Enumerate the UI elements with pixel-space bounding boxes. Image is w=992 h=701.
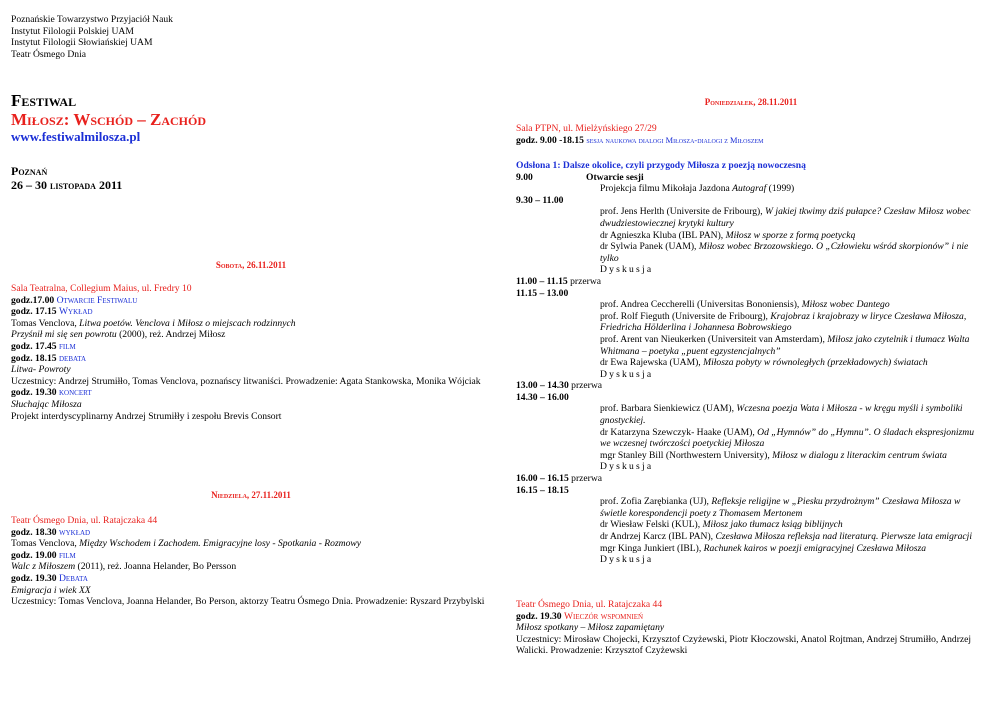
saturday-program [11, 283, 491, 422]
program-line: godz. 18.15 debata [11, 352, 87, 364]
venue: Teatr Ósmego Dnia, ul. Ratajczaka 44 [516, 599, 663, 610]
talk: prof. Rolf Fieguth (Universite de Fribourg), Krajobraz i krajobrazy w liryce Czesława Miłosza, Friedricha Hölderlina i Johannesa Bobrowskiego [600, 310, 967, 334]
break-row: 16.00 – 16.15 przerwa [516, 473, 603, 485]
venue: Teatr Ósmego Dnia, ul. Ratajczaka 44 [11, 515, 158, 526]
venue: Sala PTPN, ul. Mielżyńskiego 27/29 [516, 123, 657, 134]
break-row: 13.00 – 14.30 przerwa [516, 380, 603, 392]
session-line: godz. 9.00 -18.15 sesja naukowa dialogi Miłosza-dialogi z Miłoszem [516, 134, 764, 146]
sunday-program [11, 515, 491, 608]
talk: dr Wiesław Felski (KUL), Miłosz jako tłumacz ksiąg biblijnych [600, 519, 843, 531]
time-slot: 11.15 – 13.00 [516, 287, 569, 299]
program-text: Uczestnicy: Tomas Venclova, Joanna Helander, Bo Person, aktorzy Teatru Ósmego Dnia. Prowadzenie: Ryszard Przybylski [11, 596, 485, 608]
program-title: Emigracja i wiek XX [11, 584, 91, 596]
talk: dr Andrzej Karcz (IBL PAN), Czesława Miłosza refleksja nad literaturą. Pierwsze lata emigracji [600, 531, 972, 542]
program-row: 9.00 Otwarcie sesji [516, 171, 644, 183]
program-line: Tomas Venclova, Między Wschodem i Zachodem. Emigracyjne losy - Spotkania - Rozmowy [11, 538, 362, 550]
talk: dr Agnieszka Kluba (IBL PAN), Miłosz w sporze z formą poetycką [600, 229, 856, 241]
monday-evening [516, 599, 986, 657]
program-title: Litwa- Powroty [11, 364, 71, 376]
city: Poznań [11, 164, 48, 178]
program-line: godz. 19.30 Wieczór wspomnień [516, 610, 644, 622]
discussion: Dyskusja [600, 264, 654, 276]
program-line: godz. 19.30 koncert [11, 387, 92, 399]
program-line: Przyśnił mi się sen powrotu (2000), reż. Andrzej Miłosz [11, 329, 226, 341]
program-text: Uczestnicy: Mirosław Chojecki, Krzysztof Czyżewski, Piotr Kłoczowski, Anatol Rojtman, Andrzej Strumiłło, Andrzej Walicki. Prowadzenie: Krzysztof Czyżewski [516, 633, 972, 657]
talk: dr Sylwia Panek (UAM), Miłosz wobec Brzozowskiego. O „Człowieku wśród skorpionów” i nie tylko [600, 241, 969, 264]
talk: prof. Andrea Ceccherelli (Universitas Bononiensis), Miłosz wobec Dantego [600, 299, 890, 311]
festival-subtitle: Miłosz: Wschód – Zachód [11, 110, 207, 129]
program-line: godz. 17.15 Wykład [11, 306, 93, 318]
program-title: Miłosz spotkany – Miłosz zapamiętany [516, 622, 665, 634]
program-line: godz.17.00 Otwarcie Festiwalu [11, 294, 138, 306]
talk: prof. Arent van Nieukerken (Universiteit van Amsterdam), Miłosz jako czytelnik i tłumacz Walta Whitmana – poetyka „puent egzystencjalnych” [600, 333, 970, 357]
talk: mgr Kinga Junkiert (IBL), Rachunek kairos w poezji emigracyjnej Czesława Miłosza [600, 542, 927, 554]
break-row: 11.00 – 11.15 przerwa [516, 275, 602, 287]
discussion: Dyskusja [600, 368, 654, 380]
talk: prof. Jens Herlth (Universite de Fribourg), W jakiej tkwimy dziś pułapce? Czesław Miłosz wobec dwudziestowiecznej krytyki kultury [600, 206, 971, 229]
dates: 26 – 30 listopada 2011 [11, 178, 123, 192]
talk: dr Katarzyna Szewczyk- Haake (UAM), Od „Hymnów” do „Hymnu”. O śladach ekspresjonizmu we wczesnej twórczości poetyckiej Miłosza [600, 426, 975, 450]
venue: Sala Teatralna, Collegium Maius, ul. Fredry 10 [11, 283, 192, 294]
organizer-line: Instytut Filologii Polskiej UAM [11, 25, 134, 37]
festival-header [11, 91, 491, 145]
festival-url-link[interactable]: www.festiwalmilosza.pl [11, 129, 141, 144]
day-heading-saturday: Sobota, 26.11.2011 [215, 260, 287, 270]
monday-session-header [516, 123, 986, 146]
talk: dr Ewa Rajewska (UAM), Miłosza pobyty w równoległych (przekładowych) światach [600, 357, 928, 369]
program-line: godz. 19.30 Debata [11, 572, 88, 584]
program-text: Projekcja filmu Mikołaja Jazdona Autograf (1999) [600, 183, 795, 195]
talk: mgr Stanley Bill (Northwestern University), Miłosz w dialogu z literackim centrum świata [600, 449, 947, 461]
time-slot: 16.15 – 18.15 [516, 484, 569, 496]
program-line: godz. 19.00 film [11, 549, 76, 561]
talk: prof. Zofia Zarębianka (UJ), Refleksje religijne w „Piesku przydrożnym” Czesława Miłosza w świetle korespondencji poety z Thomasem Mertonem [600, 496, 961, 519]
program-title: Słuchając Miłosza [11, 398, 82, 410]
session-part-title: Odsłona 1: Dalsze okolice, czyli przygody Miłosza z poezją nowoczesną [516, 160, 806, 171]
day-heading-sunday: Niedziela, 27.11.2011 [211, 490, 291, 500]
day-heading-monday: Poniedziałek, 28.11.2011 [704, 97, 798, 107]
time-slot: 9.30 – 11.00 [516, 194, 564, 206]
organizer-line: Teatr Ósmego Dnia [11, 48, 86, 60]
program-line: Walc z Miłoszem (2011), reż. Joanna Helander, Bo Persson [11, 561, 237, 573]
organizers [11, 14, 491, 60]
talk: prof. Barbara Sienkiewicz (UAM), Wczesna poezja Wata i Miłosza - w kręgu myśli i symboliki gnostyckiej. [600, 403, 963, 427]
program-text: Uczestnicy: Andrzej Strumiłło, Tomas Venclova, poznańscy litwaniści. Prowadzenie: Agata Stankowska, Monika Wójciak [11, 375, 481, 387]
time-slot: 14.30 – 16.00 [516, 391, 569, 403]
organizer-line: Instytut Filologii Słowiańskiej UAM [11, 37, 153, 49]
discussion: Dyskusja [600, 461, 654, 473]
program-line: Tomas Venclova, Litwa poetów. Venclova i Miłosz o miejscach rodzinnych [11, 317, 296, 329]
festival-place-dates [11, 164, 491, 192]
program-text: Projekt interdyscyplinarny Andrzej Strumiłły i zespołu Brevis Consort [11, 410, 282, 422]
program-line: godz. 17.45 film [11, 340, 76, 352]
festival-title: Festiwal [11, 91, 77, 110]
program-line: godz. 18.30 wykład [11, 526, 91, 538]
discussion: Dyskusja [600, 554, 654, 566]
monday-program [516, 160, 986, 566]
organizer-line: Poznańskie Towarzystwo Przyjaciół Nauk [11, 14, 173, 25]
